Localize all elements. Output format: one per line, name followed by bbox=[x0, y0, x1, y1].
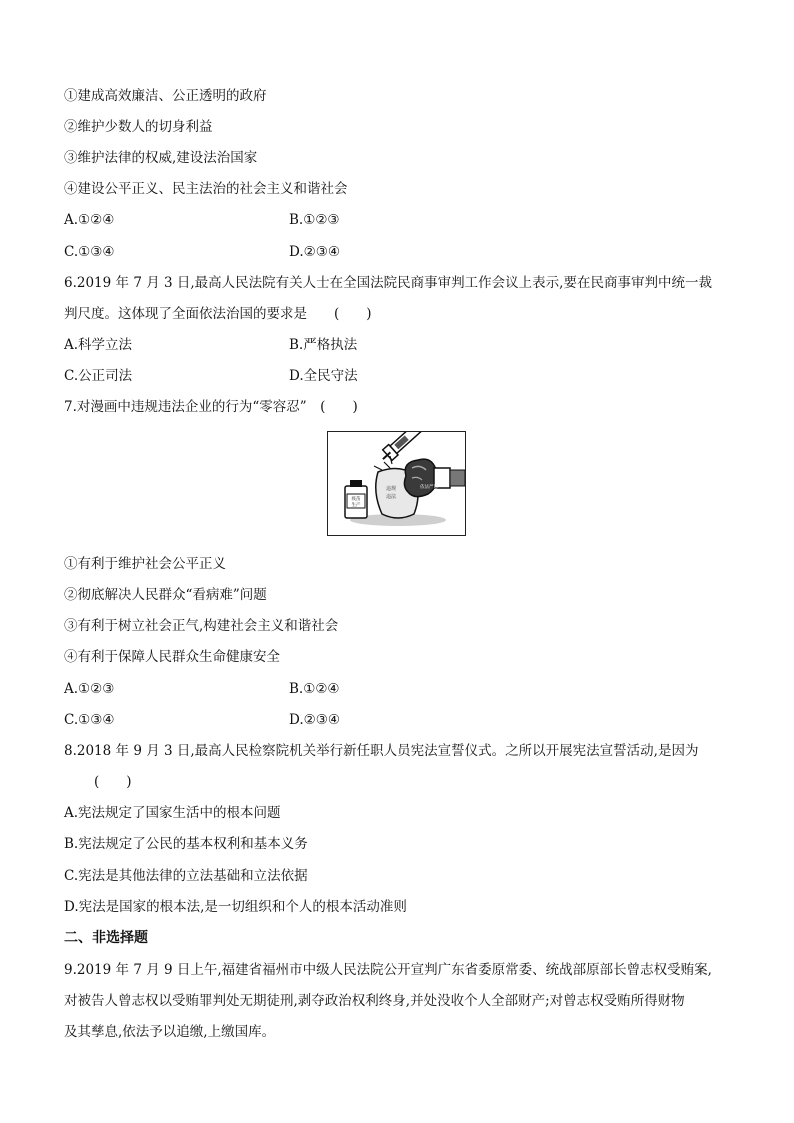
q8-option-d: D.宪法是国家的根本法,是一切组织和个人的根本活动准则 bbox=[64, 899, 407, 915]
q5-option-c: C.①③④ bbox=[64, 244, 115, 260]
q5-option-a: A.①②④ bbox=[64, 212, 115, 228]
q6-stem-line-1: 6.2019 年 7 月 3 日,最高人民法院有关人士在全国法院民商事审判工作会议上表示,要在民商事审判中统一裁 bbox=[64, 275, 712, 291]
svg-text:依法严惩: 依法严惩 bbox=[420, 485, 438, 490]
q9-line-1: 9.2019 年 7 月 9 日上午,福建省福州市中级人民法院公开宣判广东省委原常委、统战部原部长曾志权受贿案, bbox=[64, 962, 712, 978]
q6-option-d: D.全民守法 bbox=[289, 368, 358, 384]
q9-line-3: 及其孳息,依法予以追缴,上缴国库。 bbox=[64, 1024, 276, 1040]
q8-option-a: A.宪法规定了国家生活中的根本问题 bbox=[64, 805, 281, 821]
q6-option-b: B.严格执法 bbox=[289, 337, 358, 353]
q7-stem: 7.对漫画中违规违法企业的行为“零容忍” ( ) bbox=[64, 399, 358, 415]
svg-text:违规: 违规 bbox=[386, 486, 397, 492]
vaccine-vial-icon bbox=[345, 480, 367, 518]
syringe-icon bbox=[378, 432, 441, 464]
vial-label-line2: 生产 bbox=[351, 503, 361, 508]
q7-cartoon-image bbox=[327, 431, 466, 536]
q5-option-d: D.②③④ bbox=[289, 244, 340, 260]
q7-option-d: D.②③④ bbox=[289, 712, 340, 728]
q8-option-c: C.宪法是其他法律的立法基础和立法依据 bbox=[64, 868, 308, 884]
q5-option-b: B.①②③ bbox=[289, 212, 340, 228]
q5-item-2: ②维护少数人的切身利益 bbox=[64, 119, 213, 135]
q8-stem-line-2: ( ) bbox=[94, 774, 132, 790]
q7-item-3: ③有利于树立社会正气,构建社会主义和谐社会 bbox=[64, 618, 339, 634]
q5-item-3: ③维护法律的权威,建设法治国家 bbox=[64, 150, 258, 166]
q5-item-1: ①建成高效廉洁、公正透明的政府 bbox=[64, 88, 267, 104]
q6-option-a: A.科学立法 bbox=[64, 337, 133, 353]
section-heading: 二、非选择题 bbox=[64, 930, 148, 946]
q5-item-4: ④建设公平正义、民主法治的社会主义和谐社会 bbox=[64, 181, 348, 197]
q6-stem-line-2: 判尺度。这体现了全面依法治国的要求是 ( ) bbox=[64, 306, 372, 322]
q7-item-1: ①有利于维护社会公平正义 bbox=[64, 556, 226, 572]
q7-option-b: B.①②④ bbox=[289, 681, 340, 697]
q9-line-2: 对被告人曾志权以受贿罪判处无期徒刑,剥夺政治权利终身,并处没收个人全部财产;对曾志权受贿所得财物 bbox=[64, 993, 685, 1009]
q7-item-2: ②彻底解决人民群众“看病难”问题 bbox=[64, 587, 267, 603]
q7-item-4: ④有利于保障人民群众生命健康安全 bbox=[64, 649, 280, 665]
q8-stem-line-1: 8.2018 年 9 月 3 日,最高人民检察院机关举行新任职人员宪法宣誓仪式。之所以开展宪法宣誓活动,是因为 bbox=[64, 743, 699, 759]
q6-option-c: C.公正司法 bbox=[64, 368, 133, 384]
q7-option-a: A.①②③ bbox=[64, 681, 115, 697]
vial-label-line1: 疫苗 bbox=[351, 497, 361, 502]
boxing-glove-icon bbox=[404, 459, 465, 496]
svg-text:违法: 违法 bbox=[386, 494, 397, 500]
q7-option-c: C.①③④ bbox=[64, 712, 115, 728]
vaccine-boxing-cartoon bbox=[328, 432, 465, 535]
q8-option-b: B.宪法规定了公民的基本权利和基本义务 bbox=[64, 836, 308, 852]
